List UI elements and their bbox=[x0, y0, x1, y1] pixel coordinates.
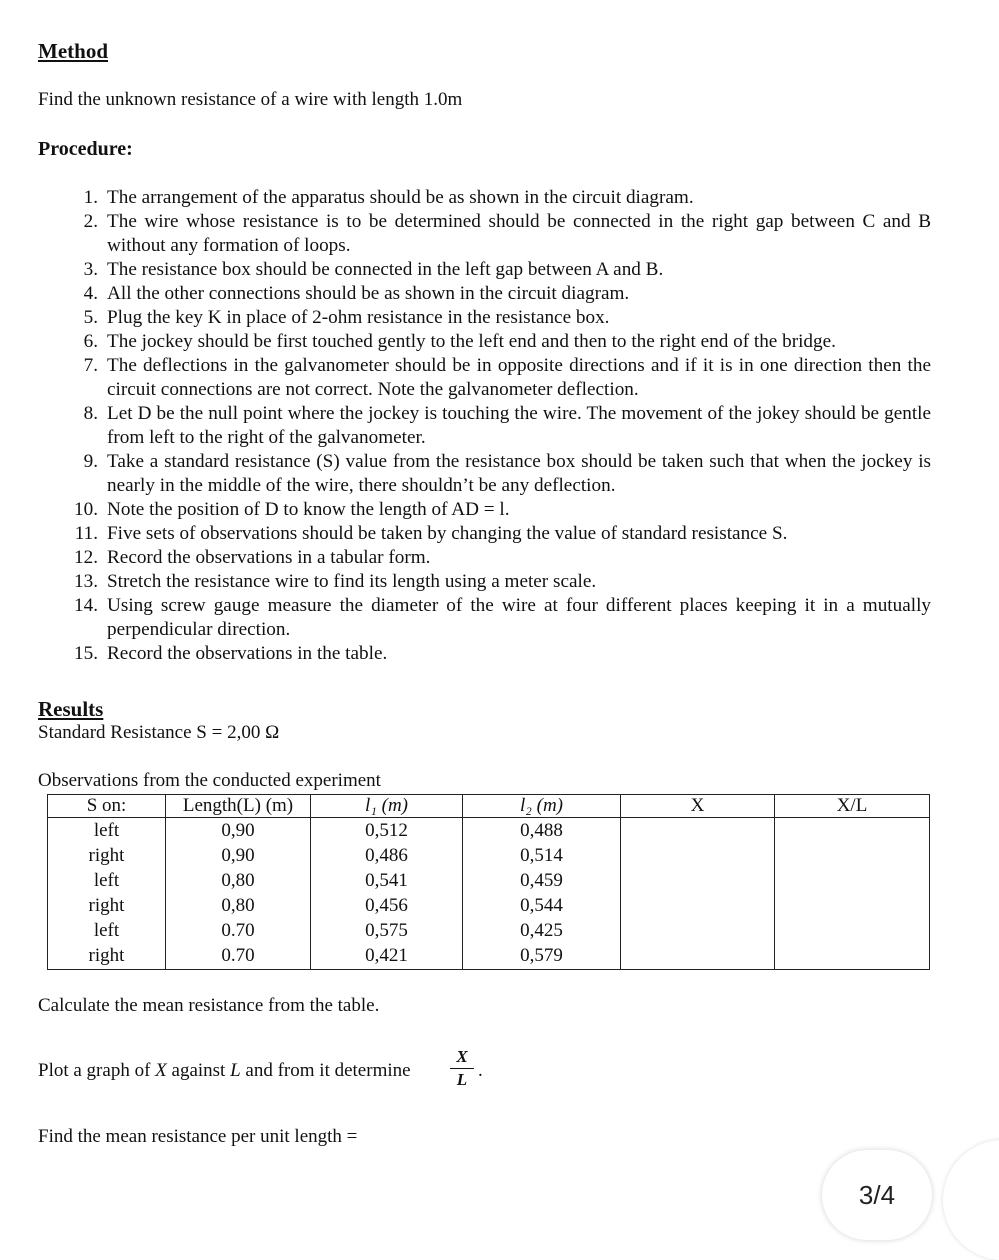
cell-s-on: left bbox=[48, 919, 166, 944]
procedure-step: 6. The jockey should be first touched gently to the left end and then to the right end of the bridge. bbox=[83, 331, 836, 352]
header-x-over-l: X/L bbox=[775, 795, 930, 818]
header-x: X bbox=[621, 795, 775, 818]
cell-l2: 0,579 bbox=[463, 944, 621, 970]
cell-l1: 0,512 bbox=[311, 818, 463, 844]
cell-l1: 0,575 bbox=[311, 919, 463, 944]
header-length: Length(L) (m) bbox=[166, 795, 311, 818]
cell-l1: 0,486 bbox=[311, 843, 463, 868]
cell-l2: 0,459 bbox=[463, 868, 621, 893]
table-row bbox=[48, 868, 930, 893]
cell-length: 0,90 bbox=[166, 843, 311, 868]
cell-length: 0.70 bbox=[166, 944, 311, 970]
cell-x bbox=[621, 818, 775, 844]
procedure-step: 8. Let D be the null point where the jockey is touching the wire. The movement of the jokey should be gentle from left to the right of the galvanometer. bbox=[83, 403, 931, 448]
cell-x-over-l bbox=[775, 843, 930, 868]
procedure-step: 3. The resistance box should be connected in the left gap between A and B. bbox=[83, 259, 664, 280]
fraction-numerator: X bbox=[456, 1047, 468, 1066]
table-row bbox=[48, 893, 930, 918]
cell-x bbox=[621, 944, 775, 970]
results-heading: Results bbox=[38, 697, 104, 721]
cell-length: 0.70 bbox=[166, 919, 311, 944]
cell-s-on: left bbox=[48, 868, 166, 893]
procedure-step: 14. Using screw gauge measure the diameter of the wire at four different places keeping it in a mutually perpendicular direction. bbox=[74, 595, 931, 640]
procedure-step: 9. Take a standard resistance (S) value from the resistance box should be taken such that when the jockey is nearly in the middle of the wire, there shouldn’t be any deflection. bbox=[83, 451, 931, 496]
procedure-step: 1. The arrangement of the apparatus should be as shown in the circuit diagram. bbox=[83, 187, 694, 208]
procedure-step: 2. The wire whose resistance is to be determined should be connected in the right gap between C and B without any formation of loops. bbox=[83, 211, 931, 256]
observations-table bbox=[47, 794, 930, 970]
cell-length: 0,80 bbox=[166, 868, 311, 893]
cell-x bbox=[621, 893, 775, 918]
header-l1: l₁ (m) bbox=[311, 795, 463, 818]
table-row bbox=[48, 944, 930, 970]
procedure-step: 7. The deflections in the galvanometer should be in opposite directions and if it is in one direction then the circuit connections are not correct. Note the galvanometer deflection. bbox=[83, 355, 931, 400]
table-row bbox=[48, 818, 930, 844]
observations-caption: Observations from the conducted experiment bbox=[38, 770, 381, 791]
procedure-step: 10. Note the position of D to know the length of AD = l. bbox=[74, 499, 510, 520]
procedure-step: 12. Record the observations in a tabular form. bbox=[74, 547, 431, 568]
table-header-row bbox=[48, 795, 930, 818]
procedure-step: 5. Plug the key K in place of 2-ohm resistance in the resistance box. bbox=[83, 307, 610, 328]
plot-task: Plot a graph of X against L and from it determine bbox=[38, 1060, 411, 1081]
procedure-step: 4. All the other connections should be as shown in the circuit diagram. bbox=[83, 283, 630, 304]
cell-s-on: right bbox=[48, 893, 166, 918]
cell-x-over-l bbox=[775, 868, 930, 893]
mean-per-length-task: Find the mean resistance per unit length = bbox=[38, 1126, 358, 1147]
cell-l1: 0,456 bbox=[311, 893, 463, 918]
cell-x-over-l bbox=[775, 919, 930, 944]
table-row bbox=[48, 843, 930, 868]
cell-x-over-l bbox=[775, 944, 930, 970]
page-indicator[interactable]: 3/4 bbox=[822, 1150, 932, 1240]
procedure-heading: Procedure: bbox=[38, 138, 133, 160]
fraction-bar bbox=[450, 1068, 474, 1069]
cell-l2: 0,514 bbox=[463, 843, 621, 868]
cell-s-on: right bbox=[48, 843, 166, 868]
x-over-l-fraction bbox=[450, 1047, 474, 1090]
cell-length: 0,90 bbox=[166, 818, 311, 844]
fraction-denominator: L bbox=[456, 1070, 468, 1089]
next-page-button[interactable] bbox=[943, 1140, 999, 1260]
method-intro: Find the unknown resistance of a wire with length 1.0m bbox=[38, 89, 463, 110]
cell-x-over-l bbox=[775, 893, 930, 918]
header-l2: l₂ (m) bbox=[463, 795, 621, 818]
mean-resistance-task: Calculate the mean resistance from the table. bbox=[38, 995, 380, 1016]
procedure-step: 15. Record the observations in the table. bbox=[74, 643, 388, 664]
cell-l1: 0,421 bbox=[311, 944, 463, 970]
cell-length: 0,80 bbox=[166, 893, 311, 918]
cell-l2: 0,425 bbox=[463, 919, 621, 944]
cell-x-over-l bbox=[775, 818, 930, 844]
procedure-step: 11. Five sets of observations should be taken by changing the value of standard resistance S. bbox=[74, 523, 788, 544]
standard-resistance: Standard Resistance S = 2,00 Ω bbox=[38, 722, 280, 743]
cell-l1: 0,541 bbox=[311, 868, 463, 893]
cell-x bbox=[621, 919, 775, 944]
procedure-step: 13. Stretch the resistance wire to find its length using a meter scale. bbox=[74, 571, 597, 592]
cell-l2: 0,488 bbox=[463, 818, 621, 844]
cell-s-on: left bbox=[48, 818, 166, 844]
cell-s-on: right bbox=[48, 944, 166, 970]
cell-x bbox=[621, 868, 775, 893]
header-s-on: S on: bbox=[48, 795, 166, 818]
cell-x bbox=[621, 843, 775, 868]
table-row bbox=[48, 919, 930, 944]
cell-l2: 0,544 bbox=[463, 893, 621, 918]
method-heading: Method bbox=[38, 39, 108, 63]
procedure-list bbox=[38, 186, 931, 666]
plot-task-period: . bbox=[478, 1060, 483, 1081]
